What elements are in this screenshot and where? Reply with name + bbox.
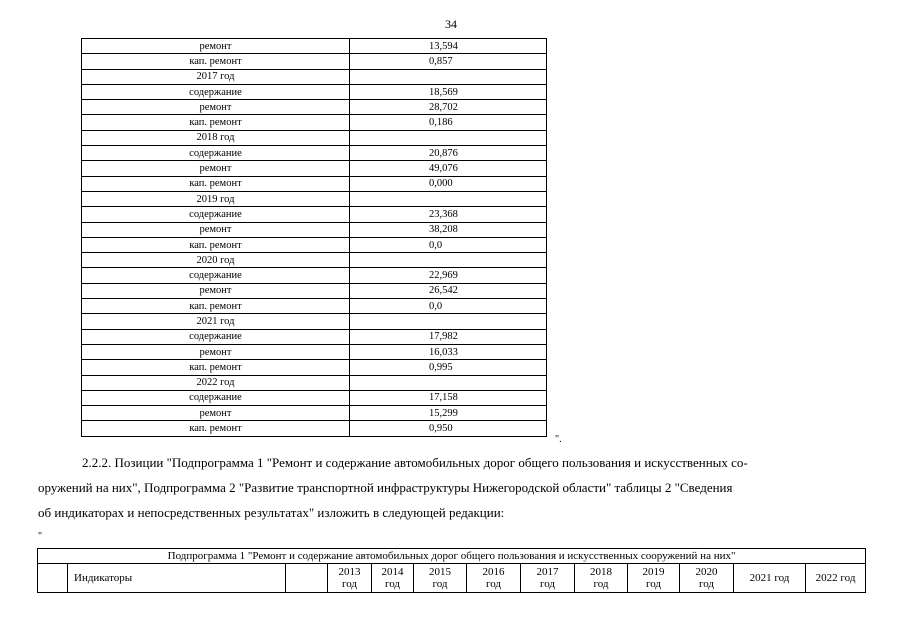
year-header: 2022 год xyxy=(806,564,866,593)
row-label: содержание xyxy=(82,268,350,283)
row-label: содержание xyxy=(82,207,350,222)
number-column-header xyxy=(38,564,68,593)
row-label: 2018 год xyxy=(82,130,350,145)
row-value: 17,158 xyxy=(350,390,547,405)
row-value: 0,0 xyxy=(350,299,547,314)
indicators-caption: Подпрограмма 1 "Ремонт и содержание автомобильных дорог общего пользования и искусственных сооружений на них" xyxy=(38,549,866,564)
row-label: 2020 год xyxy=(82,253,350,268)
table-row xyxy=(82,161,547,176)
table-row xyxy=(82,253,547,268)
table-row xyxy=(82,176,547,191)
table-row xyxy=(82,191,547,206)
table-row xyxy=(82,314,547,329)
closing-quote: ". xyxy=(555,434,562,445)
table-row xyxy=(82,146,547,161)
table-row xyxy=(82,84,547,99)
row-value: 17,982 xyxy=(350,329,547,344)
row-label: ремонт xyxy=(82,161,350,176)
row-value: 23,368 xyxy=(350,207,547,222)
year-header: 2019 год xyxy=(628,564,680,593)
row-label: ремонт xyxy=(82,344,350,359)
table-row xyxy=(82,115,547,130)
row-label: кап. ремонт xyxy=(82,421,350,436)
indicators-header: Индикаторы xyxy=(68,564,286,593)
table-row xyxy=(82,69,547,84)
row-value: 28,702 xyxy=(350,100,547,115)
year-header: 2014 год xyxy=(372,564,414,593)
row-label: кап. ремонт xyxy=(82,176,350,191)
row-label: ремонт xyxy=(82,283,350,298)
row-value: 0,995 xyxy=(350,360,547,375)
row-value xyxy=(350,375,547,390)
table-row xyxy=(82,299,547,314)
row-label: 2017 год xyxy=(82,69,350,84)
year-header: 2013 год xyxy=(328,564,372,593)
row-label: кап. ремонт xyxy=(82,54,350,69)
row-value: 38,208 xyxy=(350,222,547,237)
table-row xyxy=(82,130,547,145)
row-label: ремонт xyxy=(82,100,350,115)
row-label: содержание xyxy=(82,84,350,99)
row-value: 15,299 xyxy=(350,406,547,421)
row-label: кап. ремонт xyxy=(82,360,350,375)
row-value: 0,857 xyxy=(350,54,547,69)
table-row xyxy=(82,39,547,54)
opening-quote: " xyxy=(38,531,43,542)
paragraph-line-2: оружений на них", Подпрограмма 2 "Развитие транспортной инфраструктуры Нижегородской области" таблицы 2 "Сведения xyxy=(38,480,733,495)
row-value: 49,076 xyxy=(350,161,547,176)
row-label: ремонт xyxy=(82,39,350,54)
paragraph-line-1: 2.2.2. Позиции "Подпрограмма 1 "Ремонт и содержание автомобильных дорог общего пользования и искусственных со- xyxy=(82,455,748,470)
table-row xyxy=(82,207,547,222)
row-label: ремонт xyxy=(82,222,350,237)
indicators-table xyxy=(37,548,866,593)
row-value xyxy=(350,130,547,145)
table-row xyxy=(82,54,547,69)
table-row xyxy=(82,222,547,237)
row-label: кап. ремонт xyxy=(82,299,350,314)
row-label: 2022 год xyxy=(82,375,350,390)
year-header: 2017 год xyxy=(521,564,575,593)
row-label: кап. ремонт xyxy=(82,115,350,130)
table-row xyxy=(82,375,547,390)
row-value: 13,594 xyxy=(350,39,547,54)
row-value: 0,000 xyxy=(350,176,547,191)
row-value: 20,876 xyxy=(350,146,547,161)
year-header: 2021 год xyxy=(734,564,806,593)
table-row xyxy=(82,421,547,436)
row-label: 2021 год xyxy=(82,314,350,329)
table-row xyxy=(82,406,547,421)
row-value xyxy=(350,253,547,268)
page-number: 34 xyxy=(445,17,457,31)
table-row xyxy=(82,344,547,359)
row-value: 18,569 xyxy=(350,84,547,99)
row-value: 0,186 xyxy=(350,115,547,130)
paragraph-line-3: об индикаторах и непосредственных результатах" изложить в следующей редакции: xyxy=(38,505,505,520)
row-value xyxy=(350,191,547,206)
year-header: 2018 год xyxy=(575,564,628,593)
row-label: ремонт xyxy=(82,406,350,421)
table-row xyxy=(82,283,547,298)
blank-column-header xyxy=(286,564,328,593)
row-label: содержание xyxy=(82,329,350,344)
row-value: 0,0 xyxy=(350,237,547,252)
funding-table xyxy=(81,38,547,437)
table-row xyxy=(82,268,547,283)
table-row xyxy=(82,360,547,375)
row-value xyxy=(350,314,547,329)
row-label: содержание xyxy=(82,390,350,405)
row-label: кап. ремонт xyxy=(82,237,350,252)
row-value: 22,969 xyxy=(350,268,547,283)
row-value: 16,033 xyxy=(350,344,547,359)
row-value: 0,950 xyxy=(350,421,547,436)
row-value: 26,542 xyxy=(350,283,547,298)
year-header: 2020 год xyxy=(680,564,734,593)
table-row xyxy=(82,390,547,405)
table-row xyxy=(82,237,547,252)
table-row xyxy=(82,100,547,115)
amendment-paragraph xyxy=(38,450,868,525)
row-value xyxy=(350,69,547,84)
table-row xyxy=(82,329,547,344)
row-label: 2019 год xyxy=(82,191,350,206)
row-label: содержание xyxy=(82,146,350,161)
year-header: 2016 год xyxy=(467,564,521,593)
year-header: 2015 год xyxy=(414,564,467,593)
